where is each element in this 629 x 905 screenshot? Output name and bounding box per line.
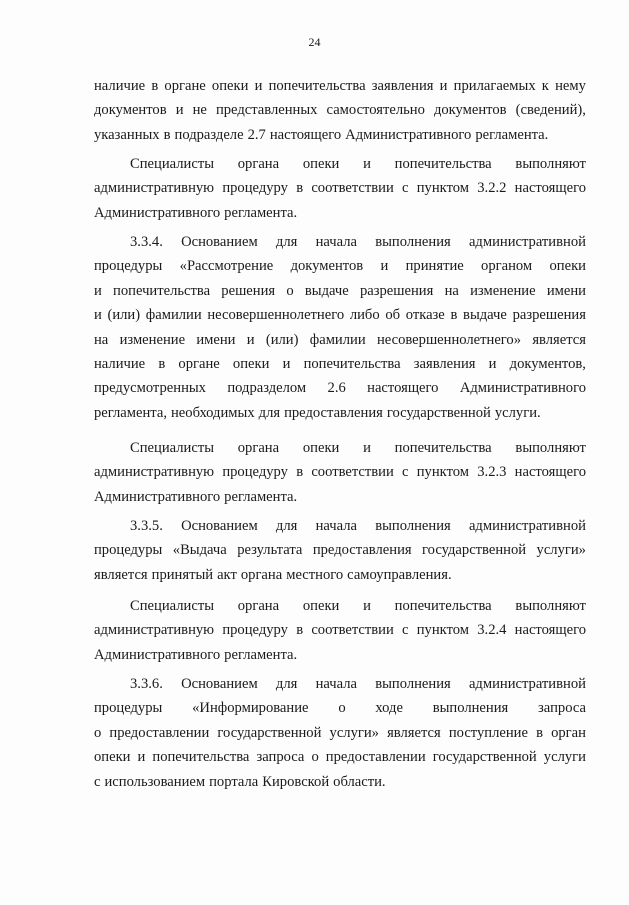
word: и xyxy=(246,331,255,348)
word: регламента, xyxy=(94,404,167,421)
word: органа xyxy=(237,156,280,172)
word: самостоятельно xyxy=(326,102,425,119)
text-line xyxy=(94,643,586,667)
word: имени xyxy=(546,282,586,299)
word: в xyxy=(151,78,159,94)
word: процедуры xyxy=(94,258,163,275)
text-line xyxy=(94,401,586,425)
word: к xyxy=(541,78,549,94)
word: органе xyxy=(178,355,220,372)
word: органом xyxy=(481,258,533,275)
word: административную xyxy=(94,622,215,639)
word: попечительства xyxy=(268,78,366,94)
word: и xyxy=(363,598,371,614)
word: не xyxy=(192,102,207,119)
word: и xyxy=(94,307,102,324)
text-line xyxy=(94,201,586,225)
word: попечительства xyxy=(113,282,211,299)
word: регламента. xyxy=(224,488,298,505)
word: административную xyxy=(94,464,215,481)
word: и xyxy=(363,156,371,172)
word: о xyxy=(286,282,294,299)
word: (или) xyxy=(265,331,299,348)
word: и xyxy=(254,78,263,94)
word: в xyxy=(158,355,166,372)
word: начала xyxy=(315,518,357,534)
word: прилагаемых xyxy=(453,78,536,94)
word: наличие xyxy=(94,78,146,94)
word: административной xyxy=(468,518,586,534)
word: начала xyxy=(315,676,357,692)
word: начала xyxy=(315,234,357,250)
word: Специалисты xyxy=(130,440,214,456)
word: подразделе xyxy=(174,126,244,143)
word: опеки xyxy=(211,78,249,94)
word: Специалисты xyxy=(130,156,214,172)
word: услуги xyxy=(543,749,586,766)
word: является xyxy=(532,331,586,348)
word: государственной xyxy=(217,724,322,741)
word: для xyxy=(275,676,298,692)
word: процедуры xyxy=(94,700,163,717)
word: в xyxy=(163,126,171,143)
word: соответствии xyxy=(311,622,394,639)
word: выполнения xyxy=(375,676,451,692)
text-line xyxy=(94,563,586,587)
word: акт xyxy=(217,566,237,583)
word: с xyxy=(402,464,409,481)
word: либо xyxy=(349,307,380,324)
word: документов xyxy=(433,102,507,119)
word: соответствии xyxy=(311,464,394,481)
word: пунктом xyxy=(416,622,470,639)
text-line xyxy=(94,460,586,484)
text-line xyxy=(94,770,586,794)
text-line xyxy=(94,672,586,696)
word: отказе xyxy=(405,307,445,324)
word: государственной xyxy=(432,749,537,766)
paragraph xyxy=(94,436,586,509)
word: настоящего xyxy=(514,180,586,197)
word: изменение xyxy=(470,282,536,299)
word: услуги. xyxy=(494,404,541,421)
word: Основанием xyxy=(181,234,258,250)
word: 2.6 xyxy=(327,380,346,397)
word: процедуру xyxy=(222,622,288,639)
word: для xyxy=(275,234,298,250)
word: запроса xyxy=(538,700,586,717)
word: о xyxy=(94,724,102,741)
word: о xyxy=(311,749,319,766)
word: Административного xyxy=(94,646,221,663)
word: с xyxy=(94,773,101,790)
paragraph xyxy=(94,74,586,147)
word: услуги» xyxy=(536,542,586,559)
word: самоуправления. xyxy=(347,566,452,583)
word: попечительства xyxy=(394,598,492,614)
word: 3.3.6. xyxy=(130,676,163,692)
word: выполняют xyxy=(515,440,586,456)
word: опеки xyxy=(549,258,586,275)
word: орган xyxy=(551,724,586,741)
word: услуги» xyxy=(329,724,379,741)
word: 3.2.3 xyxy=(477,464,507,481)
text-line xyxy=(94,98,586,122)
word: предоставлении xyxy=(109,724,210,741)
text-line xyxy=(94,254,586,278)
word: Основанием xyxy=(181,518,258,534)
word: органа xyxy=(240,566,283,583)
word: 3.3.5. xyxy=(130,518,163,534)
word: подразделом xyxy=(227,380,307,397)
word: соответствии xyxy=(311,180,394,197)
text-line xyxy=(94,176,586,200)
paragraph xyxy=(94,672,586,794)
word: выполнения xyxy=(375,234,451,250)
word: Административного xyxy=(459,380,586,397)
word: попечительства xyxy=(394,156,492,172)
word: предоставлении xyxy=(325,749,426,766)
word: является xyxy=(387,724,441,741)
word: органа xyxy=(237,598,280,614)
word: необходимых xyxy=(170,404,255,421)
word: выдаче xyxy=(463,307,507,324)
word: для xyxy=(258,404,281,421)
word: в xyxy=(296,622,304,639)
text-line xyxy=(94,696,586,720)
word: «Информирование xyxy=(192,700,309,717)
word: 3.2.4 xyxy=(477,622,507,639)
word: настоящего xyxy=(269,126,342,143)
text-line xyxy=(94,123,586,147)
word: попечительства xyxy=(394,440,492,456)
text-line xyxy=(94,230,586,254)
text-line xyxy=(94,514,586,538)
word: ходе xyxy=(375,700,403,717)
paragraph xyxy=(94,514,586,587)
word: представленных xyxy=(215,102,318,119)
word: настоящего xyxy=(514,464,586,481)
word: выполняют xyxy=(515,598,586,614)
word: регламента. xyxy=(475,126,549,143)
word: разрешения xyxy=(512,307,586,324)
word: с xyxy=(402,180,409,197)
word: опеки xyxy=(232,355,270,372)
word: нему xyxy=(555,78,586,94)
word: государственной xyxy=(422,542,527,559)
word: решения xyxy=(221,282,276,299)
text-line xyxy=(94,352,586,376)
word: органа xyxy=(237,440,280,456)
word: документов, xyxy=(509,355,586,372)
word: заявления xyxy=(413,355,476,372)
word: Административного xyxy=(94,204,221,221)
word: Основанием xyxy=(181,676,258,692)
text-line xyxy=(94,594,586,618)
paragraph xyxy=(94,594,586,667)
paragraph xyxy=(94,230,586,425)
text-line xyxy=(94,74,586,98)
word: (или) xyxy=(107,307,141,324)
word: выполнения xyxy=(432,700,509,717)
word: с xyxy=(402,622,409,639)
word: пунктом xyxy=(416,180,470,197)
word: на xyxy=(444,282,459,299)
word: предоставления xyxy=(284,404,383,421)
word: и xyxy=(439,78,448,94)
word: и xyxy=(94,282,102,299)
word: разрешения xyxy=(359,282,434,299)
word: процедуры xyxy=(94,542,163,559)
paragraph xyxy=(94,152,586,225)
word: процедуру xyxy=(222,464,288,481)
word: в xyxy=(450,307,458,324)
text-line xyxy=(94,721,586,745)
text-line xyxy=(94,618,586,642)
word: результата xyxy=(237,542,303,559)
word: фамилии xyxy=(145,307,202,324)
word: для xyxy=(275,518,298,534)
word: «Выдача xyxy=(172,542,227,559)
word: документов xyxy=(94,102,167,119)
word: о xyxy=(338,700,346,717)
word: пунктом xyxy=(416,464,470,481)
word: выполняют xyxy=(515,156,586,172)
word: является xyxy=(94,566,148,583)
word: указанных xyxy=(94,126,160,143)
text-line xyxy=(94,328,586,352)
word: документов xyxy=(290,258,364,275)
word: и xyxy=(137,749,146,766)
word: опеки xyxy=(302,156,340,172)
word: в xyxy=(536,724,543,741)
word: принятие xyxy=(405,258,464,275)
word: местного xyxy=(286,566,344,583)
word: и xyxy=(380,258,389,275)
word: предоставления xyxy=(312,542,412,559)
word: регламента. xyxy=(224,646,298,663)
word: запроса xyxy=(256,749,305,766)
word: 2.7 xyxy=(247,126,266,143)
word: наличие xyxy=(94,355,146,372)
word: изменение xyxy=(119,331,186,348)
word: портала xyxy=(209,773,259,790)
word: попечительства xyxy=(152,749,250,766)
word: заявления xyxy=(371,78,434,94)
word: поступление xyxy=(448,724,528,741)
word: органе xyxy=(164,78,206,94)
word: в xyxy=(296,180,304,197)
word: на xyxy=(94,331,109,348)
word: 3.3.4. xyxy=(130,234,163,250)
word: Административного xyxy=(94,488,221,505)
word: 3.2.2 xyxy=(477,180,507,197)
word: процедуру xyxy=(222,180,288,197)
word: в xyxy=(296,464,304,481)
word: выдаче xyxy=(304,282,349,299)
word: предусмотренных xyxy=(94,380,206,397)
word: Административного xyxy=(345,126,472,143)
word: попечительства xyxy=(303,355,401,372)
text-line xyxy=(94,303,586,327)
word: опеки xyxy=(94,749,131,766)
word: настоящего xyxy=(367,380,439,397)
word: несовершеннолетнего xyxy=(207,307,345,324)
word: опеки xyxy=(302,598,340,614)
word: и xyxy=(282,355,291,372)
text-line xyxy=(94,436,586,460)
word: несовершеннолетнего» xyxy=(376,331,522,348)
word: использованием xyxy=(104,773,206,790)
word: Кировской xyxy=(262,773,330,790)
page-number: 24 xyxy=(308,35,321,49)
text-line xyxy=(94,279,586,303)
word: и xyxy=(175,102,184,119)
word: административной xyxy=(468,234,586,250)
word: и xyxy=(488,355,497,372)
word: настоящего xyxy=(514,622,586,639)
text-line xyxy=(94,485,586,509)
word: регламента. xyxy=(224,204,298,221)
word: об xyxy=(385,307,401,324)
word: области. xyxy=(333,773,386,790)
word: (сведений), xyxy=(515,102,586,119)
text-line xyxy=(94,152,586,176)
word: административной xyxy=(468,676,586,692)
text-line xyxy=(94,745,586,769)
word: опеки xyxy=(302,440,340,456)
word: Специалисты xyxy=(130,598,214,614)
text-line xyxy=(94,538,586,562)
word: фамилии xyxy=(309,331,366,348)
word: имени xyxy=(196,331,236,348)
word: государственной xyxy=(386,404,491,421)
word: и xyxy=(363,440,371,456)
word: «Рассмотрение xyxy=(179,258,274,275)
text-line xyxy=(94,376,586,400)
word: выполнения xyxy=(375,518,451,534)
word: принятый xyxy=(151,566,214,583)
word: административную xyxy=(94,180,215,197)
